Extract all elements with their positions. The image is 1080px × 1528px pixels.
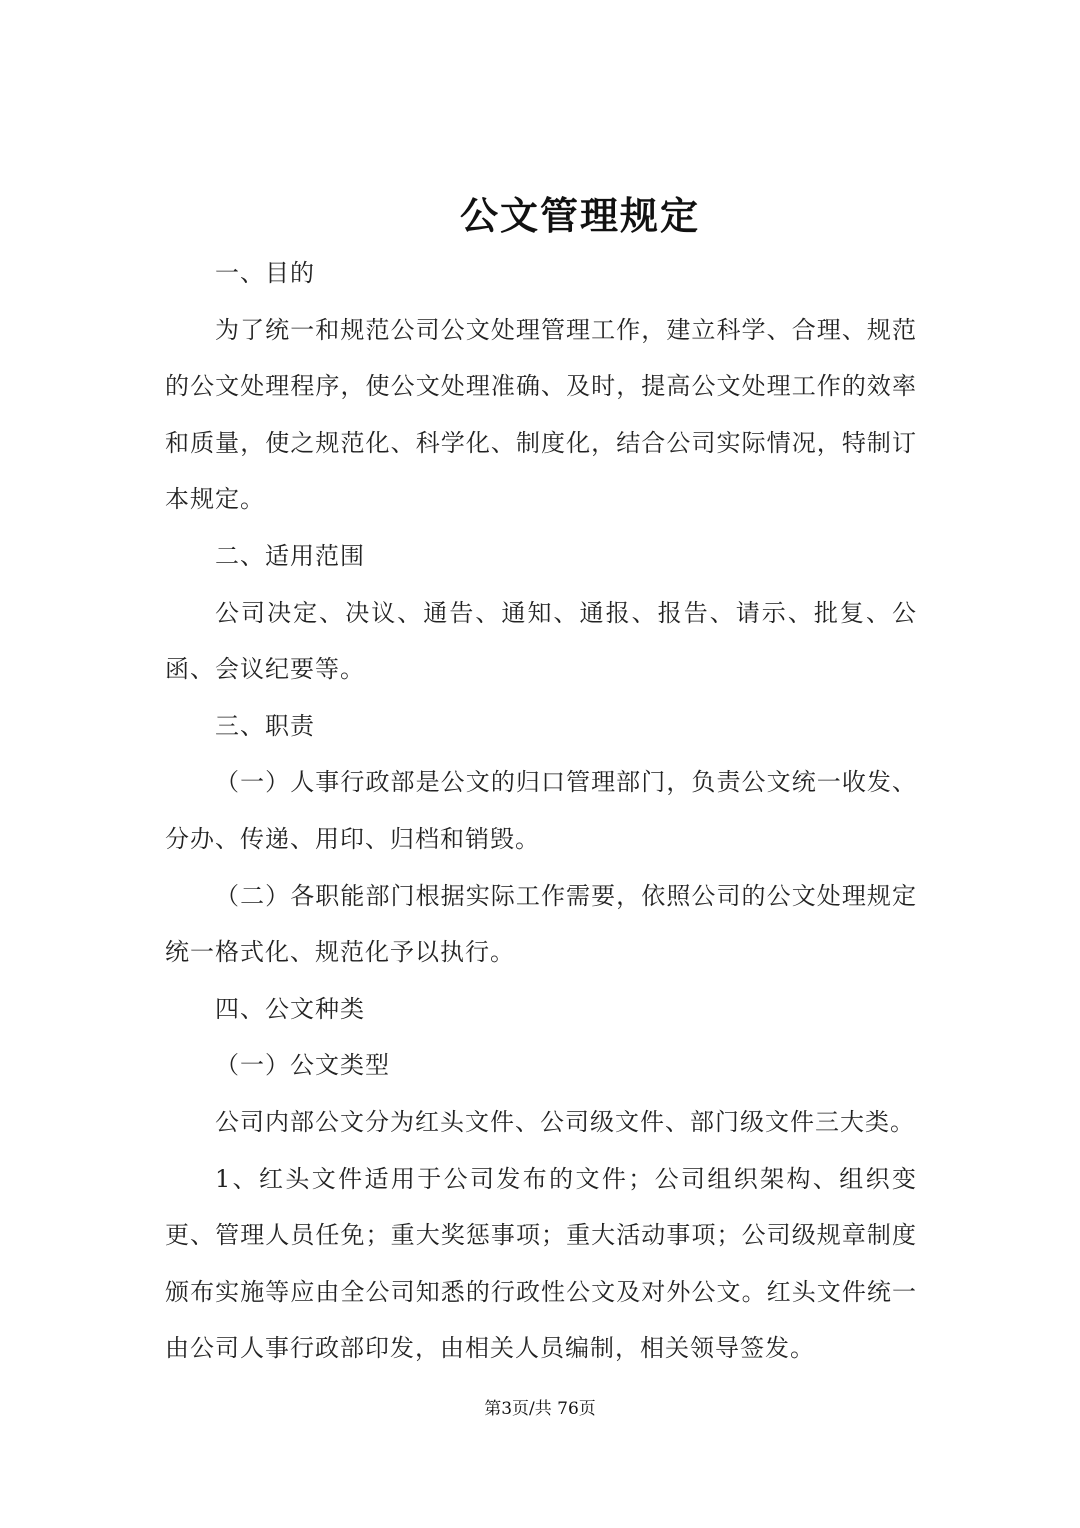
section-heading-scope: 二、适用范围	[215, 541, 365, 570]
section-heading-types: 四、公文种类	[215, 994, 365, 1023]
page-number-footer: 第3页/共 76页	[484, 1399, 596, 1419]
paragraph-duties-1: （一）人事行政部是公文的归口管理部门，负责公文统一收发、分办、传递、用印、归档和销毁。	[165, 768, 917, 853]
paragraph-scope: 公司决定、决议、通告、通知、通报、报告、请示、批复、公函、会议纪要等。	[165, 598, 917, 684]
paragraph-purpose: 为了统一和规范公司公文处理管理工作，建立科学、合理、规范的公文处理程序，使公文处理准确、及时，提高公文处理工作的效率和质量，使之规范化、科学化、制度化，结合公司实际情况，特制订本规定。	[165, 315, 917, 514]
paragraph-duties-2: （二）各职能部门根据实际工作需要，依照公司的公文处理规定统一格式化、规范化予以执行。	[165, 881, 917, 967]
document-body	[165, 245, 917, 1377]
section-heading-purpose: 一、目的	[215, 259, 315, 287]
subheading-document-types: （一）公文类型	[215, 1051, 390, 1080]
paragraph-red-header-files: 1、红头文件适用于公司发布的文件；公司组织架构、组织变更、管理人员任免；重大奖惩事项；重大活动事项；公司级规章制度颁布实施等应由全公司知悉的行政性公文及对外公文。红头文件统一由公司人事行政部印发，由相关人员编制，相关领导签发。	[165, 1164, 917, 1363]
paragraph-types-intro: 公司内部公文分为红头文件、公司级文件、部门级文件三大类。	[215, 1107, 915, 1136]
section-heading-duties: 三、职责	[215, 711, 315, 740]
document-title: 公文管理规定	[459, 193, 700, 238]
